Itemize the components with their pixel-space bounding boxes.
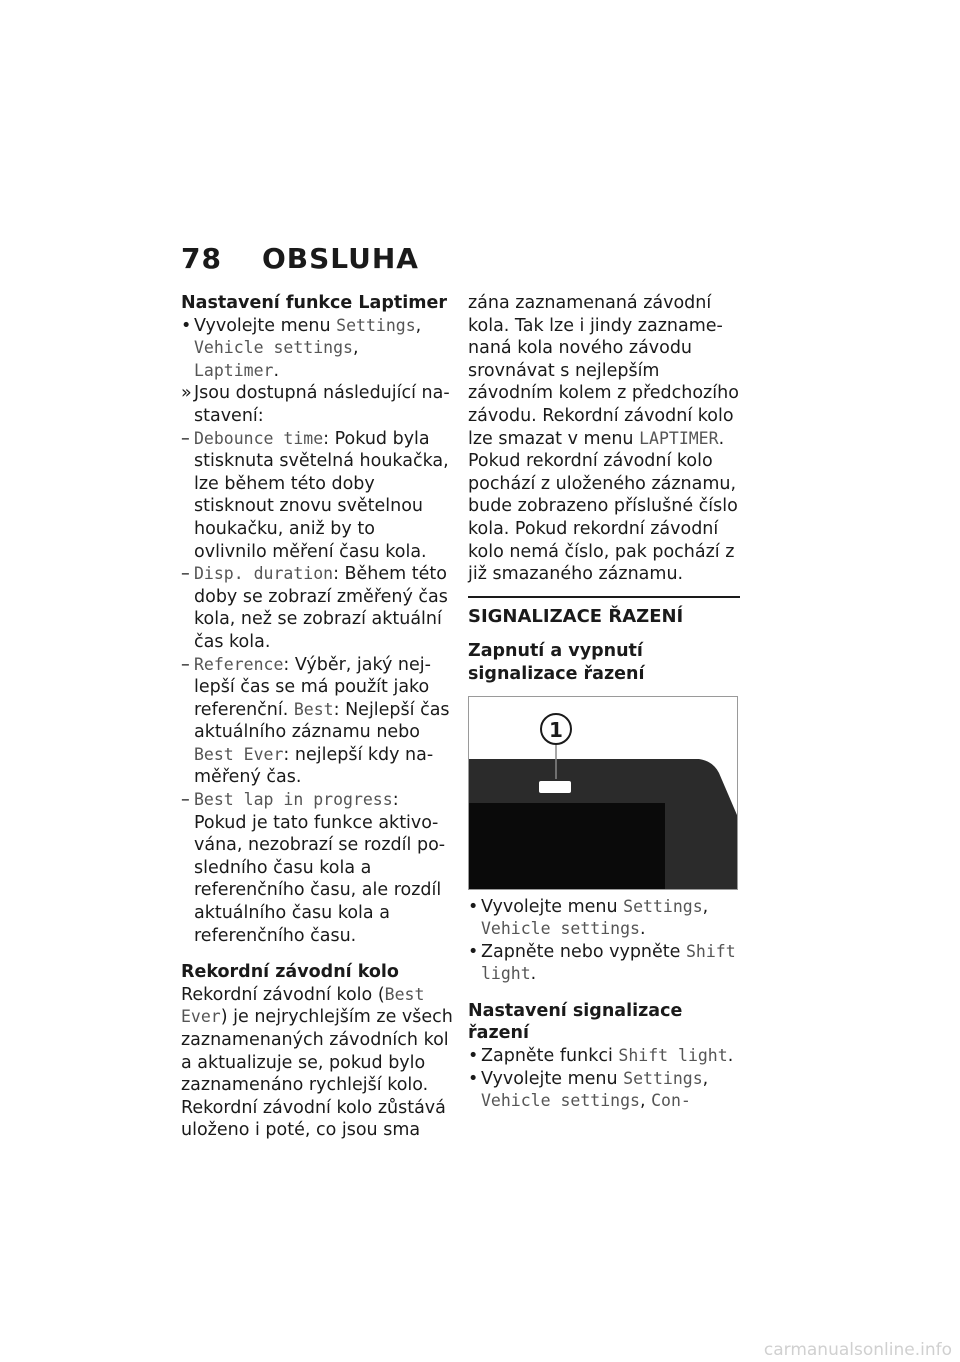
option-name: Best lap in progress [194, 790, 393, 810]
paragraph: Pokud rekordní závodní kolo pochází z uloženého záznamu, bude zobrazeno příslušné číslo kola. Pokud rekordní závodní kolo nemá číslo, pak pochází z již smazaného záznamu. [468, 451, 738, 585]
bullet-marker: • [468, 1046, 479, 1067]
option-name: Disp. duration [194, 564, 334, 584]
watermark: carmanualsonline.info [763, 1340, 952, 1360]
list-item: • Vyvolejte menu Settings, Vehicle settings, Laptimer. [181, 315, 422, 381]
menu-path: Vehicle settings [194, 338, 353, 358]
section-heading: SIGNALIZACE ŘAZENÍ [468, 596, 740, 629]
page-header [181, 242, 419, 275]
option-name: Debounce time [194, 428, 324, 448]
heading-shift-light-settings: Nastavení signalizace řazení [468, 1000, 683, 1044]
bullet-marker: • [181, 315, 192, 336]
display-illustration [469, 697, 737, 889]
option-item: – Debounce time: Pokud byla stisknuta světelná houkačka, lze během této doby stisknout znovu světelnou houkačku, aniž by to ovlivnilo měření času kola. [181, 428, 449, 562]
menu-path: Settings [336, 315, 416, 335]
bullet-marker: • [468, 1068, 479, 1089]
option-item: – Reference: Výběr, jaký nejlepší čas se má použít jako referenční. Best: Nejlepší čas aktuálního záznamu nebo Best Ever: nejlepší kdy naměřený čas. [181, 654, 450, 788]
right-column [468, 292, 740, 1113]
dash-marker: – [181, 790, 190, 811]
dash-marker: – [181, 564, 190, 585]
list-item: • Vyvolejte menu Settings, Vehicle settings. [468, 896, 709, 940]
dash-marker: – [181, 654, 190, 675]
option-item: – Disp. duration: Během této doby se zobrazí změřený čas kola, než se zobrazí aktuální čas kola. [181, 564, 448, 652]
paragraph: zána zaznamenaná závodní kola. Tak lze i jindy zaznamenaná kola nového závodu srovnávat s nejlepším závodním kolem z předchozího závodu. Rekordní závodní kolo lze smazat v menu LAPTIMER. [468, 293, 739, 449]
heading-laptimer-settings: Nastavení funkce Laptimer [181, 293, 447, 313]
list-item: • Vyvolejte menu Settings, Vehicle settings, Con- [468, 1068, 709, 1112]
display-screen [469, 803, 665, 889]
bullet-marker: • [468, 941, 479, 962]
page-title: OBSLUHA [261, 242, 419, 275]
shift-light-figure [468, 696, 738, 890]
callout-number: 1 [549, 717, 563, 742]
shift-light-indicator [539, 781, 571, 793]
paragraph: Rekordní závodní kolo (Best Ever) je nejrychlejším ze všech zaznamenaných závodních kol a aktualizuje se, pokud bylo zaznamenáno rychlejší kolo. Rekordní závodní kolo zůstává uloženo i poté, co jsou sma [181, 984, 453, 1141]
list-item: • Zapněte funkci Shift light. [468, 1046, 734, 1067]
left-column [181, 292, 453, 1142]
option-item: – Best lap in progress: Pokud je tato funkce aktivována, nezobrazí se rozdíl posledního času kola a referenčního času, ale rozdíl aktuálního času kola a referenčního času. [181, 790, 446, 946]
menu-path: Laptimer [194, 360, 274, 380]
result-marker: » [181, 383, 192, 404]
dash-marker: – [181, 428, 190, 449]
heading-record-lap: Rekordní závodní kolo [181, 962, 399, 983]
page-number: 78 [181, 242, 222, 275]
option-name: Reference [194, 654, 284, 674]
bullet-marker: • [468, 896, 479, 917]
result-item: » Jsou dostupná následující nastavení: [181, 383, 450, 426]
list-item: • Zapněte nebo vypněte Shift light. [468, 941, 736, 985]
heading-shift-light-toggle: Zapnutí a vypnutí signalizace řazení [468, 641, 645, 684]
